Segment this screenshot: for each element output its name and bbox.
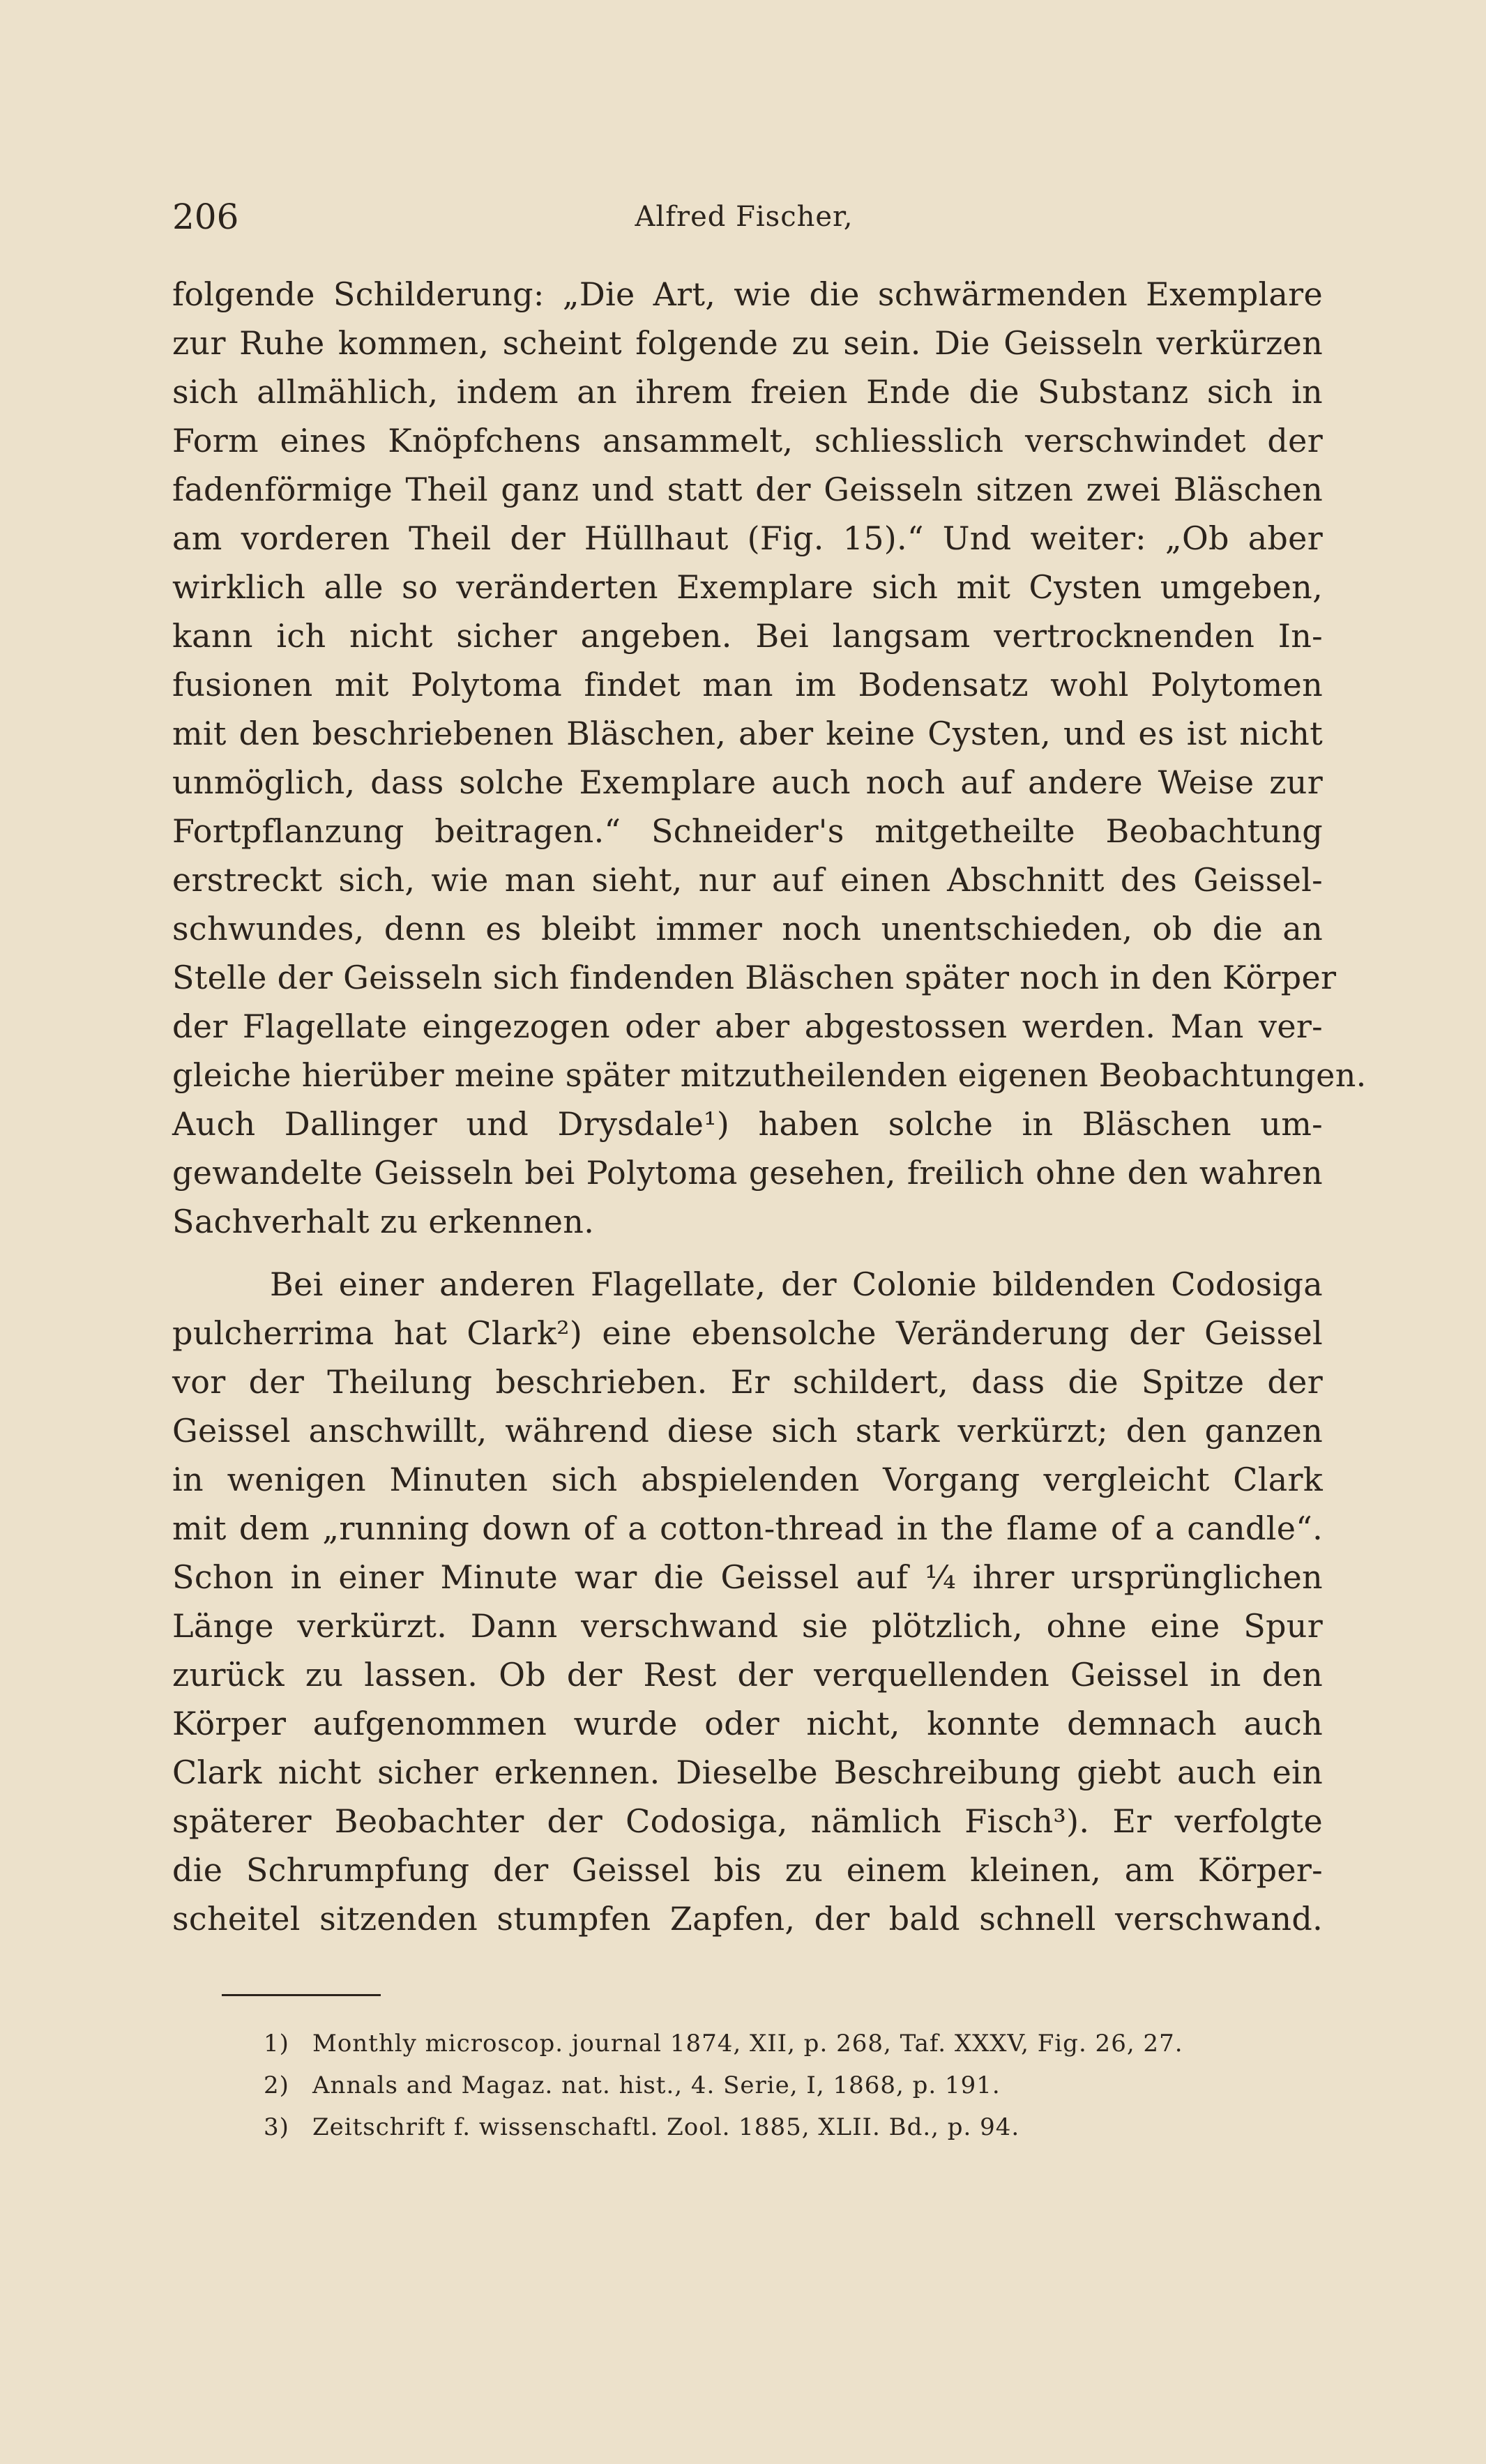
text-line: erstreckt sich, wie man sieht, nur auf einen Abschnitt des Geissel- xyxy=(172,861,1323,899)
text-line: Schon in einer Minute war die Geissel auf ¼ ihrer ursprünglichen xyxy=(172,1558,1323,1596)
text-line: am vorderen Theil der Hüllhaut (Fig. 15).“ Und weiter: „Ob aber xyxy=(172,519,1323,557)
text-line: schwundes, denn es bleibt immer noch unentschieden, ob die an xyxy=(172,910,1323,948)
text-line: sich allmählich, indem an ihrem freien Ende die Substanz sich in xyxy=(172,373,1323,411)
text-line: Länge verkürzt. Dann verschwand sie plötzlich, ohne eine Spur xyxy=(172,1607,1323,1645)
text-line: in wenigen Minuten sich abspielenden Vorgang vergleicht Clark xyxy=(172,1461,1323,1498)
text-line: kann ich nicht sicher angeben. Bei langsam vertrocknenden In- xyxy=(172,617,1323,655)
running-title: Alfred Fischer, xyxy=(635,201,854,233)
text-line: die Schrumpfung der Geissel bis zu einem kleinen, am Körper- xyxy=(172,1851,1323,1889)
text-line: zur Ruhe kommen, scheint folgende zu sein. Die Geisseln verkürzen xyxy=(172,324,1323,362)
text-line: Körper aufgenommen wurde oder nicht, konnte demnach auch xyxy=(172,1705,1323,1742)
text-line: fadenförmige Theil ganz und statt der Geisseln sitzen zwei Bläschen xyxy=(172,471,1323,508)
text-line: Auch Dallinger und Drysdale¹) haben solche in Bläschen um- xyxy=(172,1105,1323,1143)
text-line: Fortpflanzung beitragen.“ Schneider's mitgetheilte Beobachtung xyxy=(172,812,1323,850)
text-line: fusionen mit Polytoma findet man im Bodensatz wohl Polytomen xyxy=(172,666,1323,704)
text-line: Form eines Knöpfchens ansammelt, schliesslich verschwindet der xyxy=(172,422,1323,459)
text-line: Stelle der Geisseln sich findenden Bläschen später noch in den Körper xyxy=(172,959,1337,996)
text-line: folgende Schilderung: „Die Art, wie die schwärmenden Exemplare xyxy=(172,275,1323,313)
footnote xyxy=(264,2111,1019,2143)
text-line: gewandelte Geisseln bei Polytoma gesehen, freilich ohne den wahren xyxy=(172,1154,1323,1192)
footnote-text: Monthly microscop. journal 1874, XII, p. 268, Taf. XXXV, Fig. 26, 27. xyxy=(312,2030,1183,2058)
footnote xyxy=(264,2069,1001,2101)
footnote xyxy=(264,2028,1183,2060)
footnote-divider xyxy=(222,1994,381,1996)
page-number: 206 xyxy=(172,197,239,237)
paragraph-start-line: Bei einer anderen Flagellate, der Colonie bildenden Codosiga xyxy=(270,1265,1323,1303)
text-line: Geissel anschwillt, während diese sich stark verkürzt; den ganzen xyxy=(172,1412,1323,1450)
text-line: mit dem „running down of a cotton-thread in the flame of a candle“. xyxy=(172,1509,1323,1547)
footnote-mark: 1) xyxy=(264,2030,289,2058)
text-line: Sachverhalt zu erkennen. xyxy=(172,1203,595,1240)
text-line: gleiche hierüber meine später mitzutheilenden eigenen Beobachtungen. xyxy=(172,1056,1367,1094)
text-line: scheitel sitzenden stumpfen Zapfen, der bald schnell verschwand. xyxy=(172,1900,1323,1938)
text-line: der Flagellate eingezogen oder aber abgestossen werden. Man ver- xyxy=(172,1007,1323,1045)
text-line: späterer Beobachter der Codosiga, nämlich Fisch³). Er verfolgte xyxy=(172,1802,1323,1840)
text-line: mit den beschriebenen Bläschen, aber keine Cysten, und es ist nicht xyxy=(172,715,1323,752)
text-line: Clark nicht sicher erkennen. Dieselbe Beschreibung giebt auch ein xyxy=(172,1754,1323,1791)
footnote-text: Zeitschrift f. wissenschaftl. Zool. 1885, XLII. Bd., p. 94. xyxy=(312,2113,1020,2141)
page-header xyxy=(172,197,1316,252)
text-line: zurück zu lassen. Ob der Rest der verquellenden Geissel in den xyxy=(172,1656,1323,1694)
footnote-mark: 3) xyxy=(264,2113,289,2141)
footnote-text: Annals and Magaz. nat. hist., 4. Serie, I, 1868, p. 191. xyxy=(312,2071,1001,2099)
text-line: vor der Theilung beschrieben. Er schildert, dass die Spitze der xyxy=(172,1363,1323,1401)
text-line: unmöglich, dass solche Exemplare auch noch auf andere Weise zur xyxy=(172,763,1323,801)
text-line: pulcherrima hat Clark²) eine ebensolche Veränderung der Geissel xyxy=(172,1314,1323,1352)
text-line: wirklich alle so veränderten Exemplare sich mit Cysten umgeben, xyxy=(172,568,1323,606)
footnote-mark: 2) xyxy=(264,2071,289,2099)
